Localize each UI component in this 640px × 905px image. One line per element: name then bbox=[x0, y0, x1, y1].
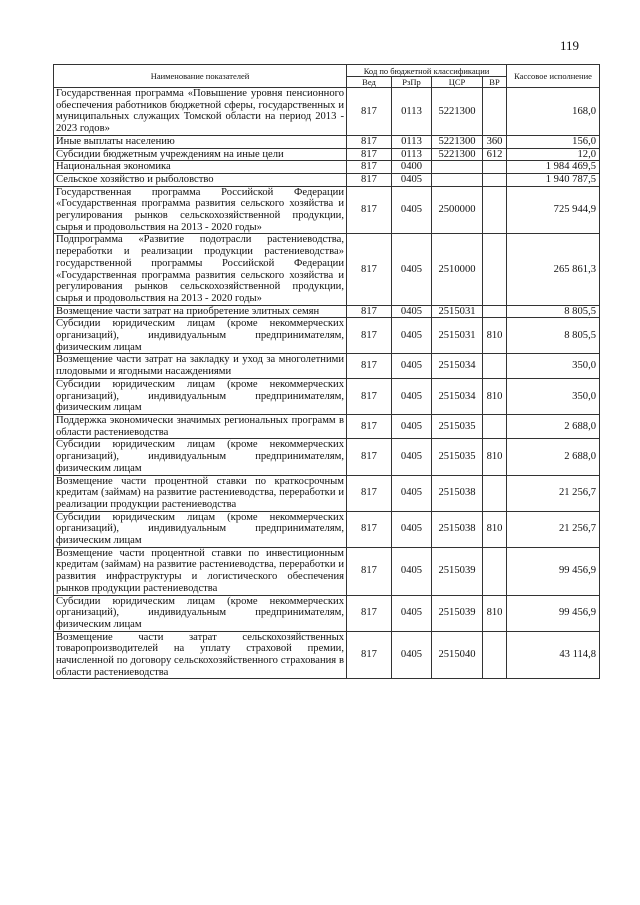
table-row bbox=[54, 161, 600, 174]
row-vr: 810 bbox=[483, 595, 507, 631]
row-rzpr: 0113 bbox=[392, 88, 432, 136]
row-name: Возмещение части затрат на приобретение элитных семян bbox=[54, 305, 347, 318]
row-name: Иные выплаты населению bbox=[54, 135, 347, 148]
row-name: Субсидии юридическим лицам (кроме некоммерческих организаций), индивидуальным предпринимателям, физическим лицам bbox=[54, 511, 347, 547]
row-csr: 5221300 bbox=[432, 135, 483, 148]
row-csr: 2500000 bbox=[432, 186, 483, 234]
row-sum: 2 688,0 bbox=[507, 439, 600, 475]
row-ved: 817 bbox=[347, 511, 392, 547]
row-csr: 2515040 bbox=[432, 631, 483, 679]
row-name: Субсидии бюджетным учреждениям на иные цели bbox=[54, 148, 347, 161]
row-rzpr: 0405 bbox=[392, 234, 432, 305]
row-vr bbox=[483, 547, 507, 595]
row-ved: 817 bbox=[347, 378, 392, 414]
row-csr: 2515031 bbox=[432, 318, 483, 354]
table-row bbox=[54, 135, 600, 148]
row-csr: 2515031 bbox=[432, 305, 483, 318]
row-sum: 8 805,5 bbox=[507, 305, 600, 318]
row-ved: 817 bbox=[347, 135, 392, 148]
row-vr bbox=[483, 173, 507, 186]
row-vr bbox=[483, 88, 507, 136]
row-vr: 810 bbox=[483, 511, 507, 547]
header-vr: ВР bbox=[483, 77, 507, 88]
row-sum: 350,0 bbox=[507, 378, 600, 414]
row-sum: 12,0 bbox=[507, 148, 600, 161]
row-rzpr: 0405 bbox=[392, 511, 432, 547]
row-ved: 817 bbox=[347, 547, 392, 595]
row-sum: 43 114,8 bbox=[507, 631, 600, 679]
table-row bbox=[54, 88, 600, 136]
row-vr: 612 bbox=[483, 148, 507, 161]
row-rzpr: 0405 bbox=[392, 595, 432, 631]
row-name: Поддержка экономически значимых региональных программ в области растениеводства bbox=[54, 414, 347, 438]
row-ved: 817 bbox=[347, 631, 392, 679]
row-vr bbox=[483, 186, 507, 234]
header-ved: Вед bbox=[347, 77, 392, 88]
row-csr: 2510000 bbox=[432, 234, 483, 305]
row-name: Возмещение части затрат на закладку и уход за многолетними плодовыми и ягодными насаждениями bbox=[54, 354, 347, 378]
row-csr: 2515038 bbox=[432, 511, 483, 547]
row-sum: 21 256,7 bbox=[507, 511, 600, 547]
header-name: Наименование показателей bbox=[54, 65, 347, 88]
row-rzpr: 0405 bbox=[392, 186, 432, 234]
row-rzpr: 0405 bbox=[392, 631, 432, 679]
row-csr bbox=[432, 161, 483, 174]
row-rzpr: 0405 bbox=[392, 378, 432, 414]
row-rzpr: 0405 bbox=[392, 305, 432, 318]
table-row bbox=[54, 318, 600, 354]
row-rzpr: 0405 bbox=[392, 547, 432, 595]
row-csr: 2515034 bbox=[432, 378, 483, 414]
row-vr bbox=[483, 161, 507, 174]
row-name: Субсидии юридическим лицам (кроме некоммерческих организаций), индивидуальным предпринимателям, физическим лицам bbox=[54, 595, 347, 631]
budget-table bbox=[53, 64, 600, 679]
row-vr bbox=[483, 631, 507, 679]
row-ved: 817 bbox=[347, 148, 392, 161]
row-name: Субсидии юридическим лицам (кроме некоммерческих организаций), индивидуальным предпринимателям, физическим лицам bbox=[54, 378, 347, 414]
table-row bbox=[54, 148, 600, 161]
row-vr: 810 bbox=[483, 378, 507, 414]
row-sum: 99 456,9 bbox=[507, 547, 600, 595]
row-name: Сельское хозяйство и рыболовство bbox=[54, 173, 347, 186]
row-csr: 2515035 bbox=[432, 414, 483, 438]
table-row bbox=[54, 439, 600, 475]
row-sum: 99 456,9 bbox=[507, 595, 600, 631]
row-name: Возмещение части процентной ставки по краткосрочным кредитам (займам) на развитие растениеводства, переработки и реализации продукции растениеводства bbox=[54, 475, 347, 511]
row-ved: 817 bbox=[347, 173, 392, 186]
table-row bbox=[54, 354, 600, 378]
row-rzpr: 0113 bbox=[392, 148, 432, 161]
row-vr bbox=[483, 414, 507, 438]
row-vr: 810 bbox=[483, 318, 507, 354]
table-row bbox=[54, 475, 600, 511]
row-ved: 817 bbox=[347, 354, 392, 378]
row-csr: 2515039 bbox=[432, 595, 483, 631]
row-ved: 817 bbox=[347, 318, 392, 354]
table-row bbox=[54, 173, 600, 186]
row-csr: 2515035 bbox=[432, 439, 483, 475]
row-name: Возмещение части процентной ставки по инвестиционным кредитам (займам) на развитие растениеводства, переработки и развития инфраструктуры и логистического обеспечения рынков продукции растениеводства bbox=[54, 547, 347, 595]
row-sum: 265 861,3 bbox=[507, 234, 600, 305]
row-name: Государственная программа Российской Федерации «Государственная программа развития сельского хозяйства и регулирования рынков сельскохозяйственной продукции, сырья и продовольствия на 2013 - 2020 годы» bbox=[54, 186, 347, 234]
row-name: Национальная экономика bbox=[54, 161, 347, 174]
table-row bbox=[54, 631, 600, 679]
row-ved: 817 bbox=[347, 234, 392, 305]
row-ved: 817 bbox=[347, 595, 392, 631]
row-name: Субсидии юридическим лицам (кроме некоммерческих организаций), индивидуальным предпринимателям, физическим лицам bbox=[54, 439, 347, 475]
row-sum: 2 688,0 bbox=[507, 414, 600, 438]
row-sum: 168,0 bbox=[507, 88, 600, 136]
row-csr: 2515039 bbox=[432, 547, 483, 595]
row-rzpr: 0405 bbox=[392, 318, 432, 354]
table-row bbox=[54, 234, 600, 305]
row-rzpr: 0405 bbox=[392, 414, 432, 438]
row-sum: 21 256,7 bbox=[507, 475, 600, 511]
row-rzpr: 0405 bbox=[392, 173, 432, 186]
row-name: Возмещение части затрат сельскохозяйственных товаропроизводителей на уплату страховой премии, начисленной по договору сельскохозяйственного страхования в области растениеводства bbox=[54, 631, 347, 679]
row-ved: 817 bbox=[347, 161, 392, 174]
row-vr: 810 bbox=[483, 439, 507, 475]
row-name: Подпрограмма «Развитие подотрасли растениеводства, переработки и реализации продукции растениеводства» государственной программы Российской Федерации «Государственная программа развития сельского хозяйства и регулирования рынков сельскохозяйственной продукции, сырья и продовольствия на 2013 - 2020 годы» bbox=[54, 234, 347, 305]
row-sum: 156,0 bbox=[507, 135, 600, 148]
row-sum: 350,0 bbox=[507, 354, 600, 378]
row-ved: 817 bbox=[347, 414, 392, 438]
row-vr bbox=[483, 475, 507, 511]
header-csr: ЦСР bbox=[432, 77, 483, 88]
table-row bbox=[54, 305, 600, 318]
row-vr bbox=[483, 354, 507, 378]
header-code-group: Код по бюджетной классификации bbox=[347, 65, 507, 77]
row-sum: 8 805,5 bbox=[507, 318, 600, 354]
row-sum: 1 940 787,5 bbox=[507, 173, 600, 186]
header-rzpr: РзПр bbox=[392, 77, 432, 88]
row-ved: 817 bbox=[347, 305, 392, 318]
table-row bbox=[54, 511, 600, 547]
page-number: 119 bbox=[560, 38, 580, 53]
row-csr: 5221300 bbox=[432, 148, 483, 161]
table-row bbox=[54, 378, 600, 414]
header-sum: Кассовое исполнение bbox=[507, 65, 600, 88]
row-rzpr: 0405 bbox=[392, 439, 432, 475]
row-name: Субсидии юридическим лицам (кроме некоммерческих организаций), индивидуальным предпринимателям, физическим лицам bbox=[54, 318, 347, 354]
table-row bbox=[54, 595, 600, 631]
row-ved: 817 bbox=[347, 186, 392, 234]
row-name: Государственная программа «Повышение уровня пенсионного обеспечения работников бюджетной сферы, государственных и муниципальных служащих Томской области на период 2013 - 2023 годов» bbox=[54, 88, 347, 136]
row-ved: 817 bbox=[347, 439, 392, 475]
row-rzpr: 0405 bbox=[392, 354, 432, 378]
table-body bbox=[54, 88, 600, 679]
row-vr: 360 bbox=[483, 135, 507, 148]
row-csr: 2515034 bbox=[432, 354, 483, 378]
table-row bbox=[54, 414, 600, 438]
row-rzpr: 0113 bbox=[392, 135, 432, 148]
row-rzpr: 0400 bbox=[392, 161, 432, 174]
row-sum: 725 944,9 bbox=[507, 186, 600, 234]
row-ved: 817 bbox=[347, 475, 392, 511]
row-csr bbox=[432, 173, 483, 186]
table-row bbox=[54, 547, 600, 595]
row-csr: 2515038 bbox=[432, 475, 483, 511]
row-ved: 817 bbox=[347, 88, 392, 136]
row-rzpr: 0405 bbox=[392, 475, 432, 511]
row-csr: 5221300 bbox=[432, 88, 483, 136]
table-row bbox=[54, 186, 600, 234]
row-vr bbox=[483, 305, 507, 318]
row-sum: 1 984 469,5 bbox=[507, 161, 600, 174]
row-vr bbox=[483, 234, 507, 305]
